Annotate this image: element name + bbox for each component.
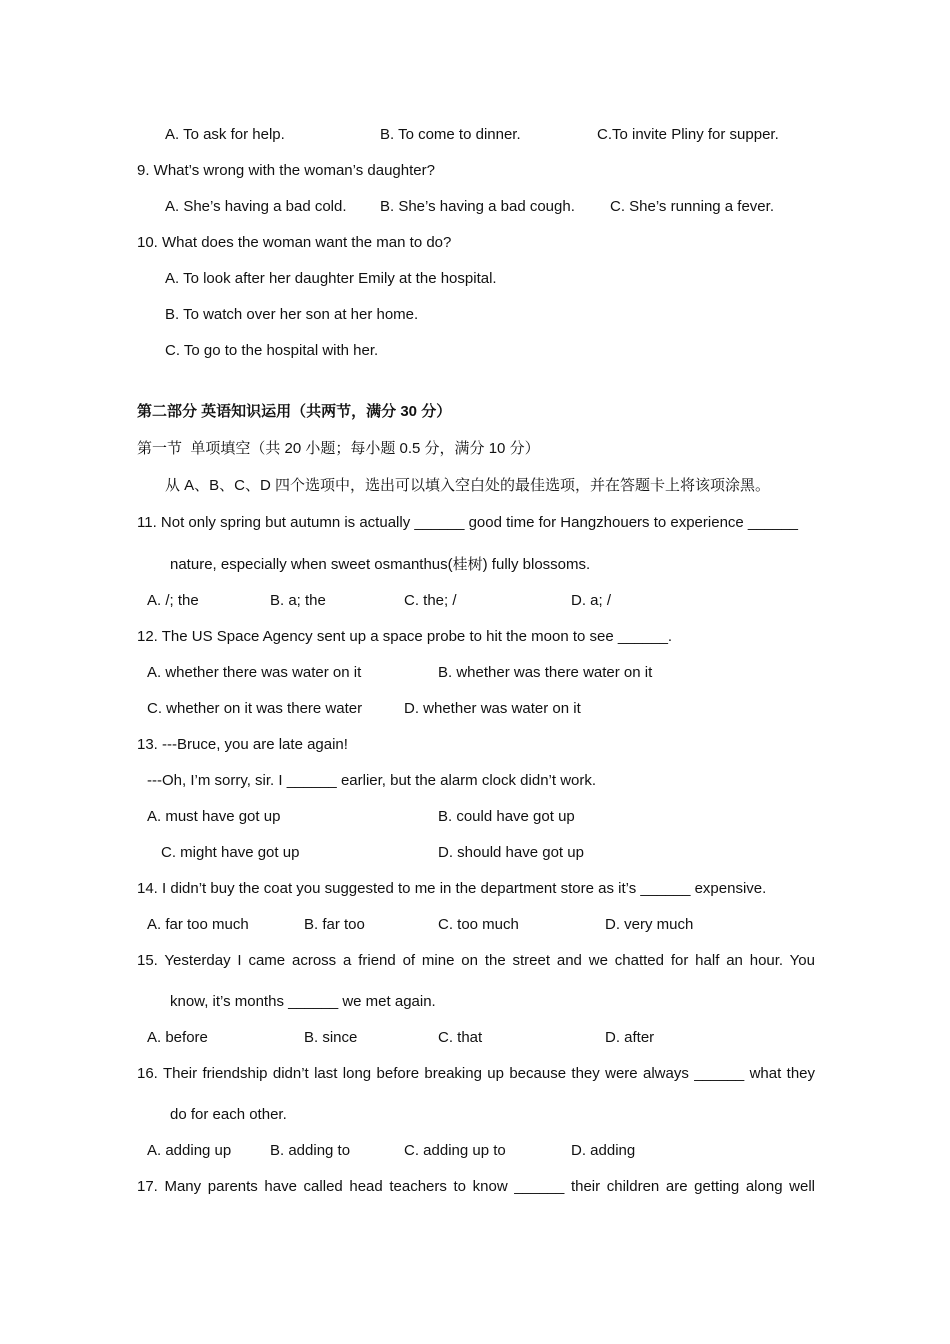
q16-option-b: B. adding to — [270, 1142, 351, 1159]
q12-stem: 12. The US Space Agency sent up a space probe to hit the moon to see ______. — [137, 628, 673, 645]
q16-option-a: A. adding up — [147, 1142, 232, 1159]
q11-stem-line1: 11. Not only spring but autumn is actually ______ good time for Hangzhouers to experience ______ — [137, 514, 798, 531]
q9-stem: 9. What’s wrong with the woman’s daughter? — [137, 162, 435, 179]
q16-stem-line2: do for each other. — [170, 1106, 287, 1123]
section1-instruction: 从 A、B、C、D 四个选项中，选出可以填入空白处的最佳选项，并在答题卡上将该项涂黑。 — [165, 477, 771, 494]
q14-option-c: C. too much — [438, 916, 519, 933]
q14-option-b: B. far too — [304, 916, 365, 933]
q15-option-b: B. since — [304, 1029, 358, 1046]
q13-option-b: B. could have got up — [438, 808, 575, 825]
q12-option-a: A. whether there was water on it — [147, 664, 362, 681]
q10-option-b: B. To watch over her son at her home. — [165, 306, 419, 323]
q10-option-a: A. To look after her daughter Emily at the hospital. — [165, 270, 497, 287]
q9-option-c: C. She’s running a fever. — [610, 198, 774, 215]
q14-stem: 14. I didn’t buy the coat you suggested to me in the department store as it’s ______ expensive. — [137, 880, 767, 897]
q11-option-c: C. the; / — [404, 592, 457, 609]
q8-option-a: A. To ask for help. — [165, 126, 285, 143]
q15-option-c: C. that — [438, 1029, 483, 1046]
q11-option-b: B. a; the — [270, 592, 326, 609]
q9-option-a: A. She’s having a bad cold. — [165, 198, 347, 215]
q8-option-b: B. To come to dinner. — [380, 126, 521, 143]
q12-option-d: D. whether was water on it — [404, 700, 581, 717]
q14-option-a: A. far too much — [147, 916, 249, 933]
q16-option-c: C. adding up to — [404, 1142, 506, 1159]
q11-option-a: A. /; the — [147, 592, 199, 609]
q16-stem-line1: 16. Their friendship didn’t last long before breaking up because they were always ______ what they — [137, 1065, 815, 1082]
q15-option-d: D. after — [605, 1029, 655, 1046]
q17-stem-line1: 17. Many parents have called head teachers to know ______ their children are getting along well — [137, 1178, 815, 1195]
q9-option-b: B. She’s having a bad cough. — [380, 198, 575, 215]
q15-stem-line2: know, it’s months ______ we met again. — [170, 993, 436, 1010]
q12-option-c: C. whether on it was there water — [147, 700, 363, 717]
q10-option-c: C. To go to the hospital with her. — [165, 342, 379, 359]
q15-stem-line1: 15. Yesterday I came across a friend of mine on the street and we chatted for half an hour. You — [137, 952, 815, 969]
q13-option-d: D. should have got up — [438, 844, 584, 861]
q13-option-c: C. might have got up — [161, 844, 300, 861]
q11-stem-line2: nature, especially when sweet osmanthus(桂树) fully blossoms. — [170, 556, 591, 573]
q13-option-a: A. must have got up — [147, 808, 281, 825]
q11-option-d: D. a; / — [571, 592, 612, 609]
part2-heading: 第二部分 英语知识运用（共两节，满分 30 分） — [137, 403, 452, 420]
section1-heading: 第一节 单项填空（共 20 小题；每小题 0.5 分，满分 10 分） — [137, 440, 540, 457]
q16-option-d: D. adding — [571, 1142, 636, 1159]
q12-option-b: B. whether was there water on it — [438, 664, 653, 681]
q8-option-c: C.To invite Pliny for supper. — [597, 126, 779, 143]
q10-stem: 10. What does the woman want the man to do? — [137, 234, 452, 251]
q15-option-a: A. before — [147, 1029, 208, 1046]
q14-option-d: D. very much — [605, 916, 694, 933]
q13-stem-line1: 13. ---Bruce, you are late again! — [137, 736, 348, 753]
q13-stem-line2: ---Oh, I’m sorry, sir. I ______ earlier, but the alarm clock didn’t work. — [147, 772, 597, 789]
